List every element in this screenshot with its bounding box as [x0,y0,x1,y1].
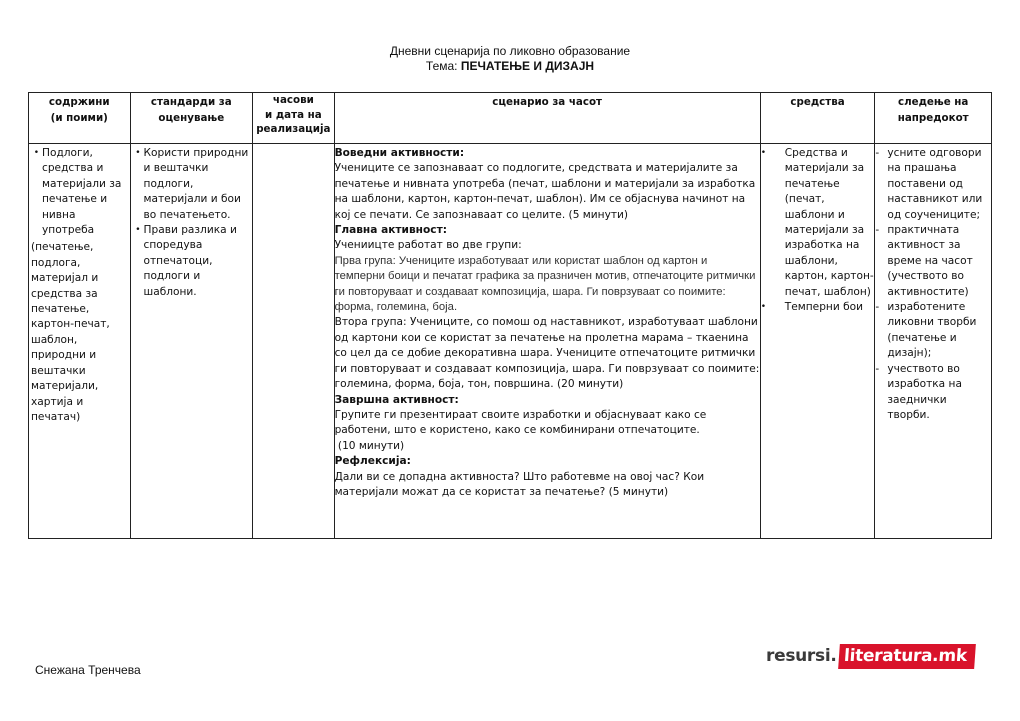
document-header [0,44,1020,74]
intro-heading: Воведни активности: [334,147,465,159]
dash-icon: - [875,301,880,314]
list-item: - практичната активност за време на часот (учеството во активностите) [875,223,991,300]
reflection-heading: Рефлексија: [334,455,411,468]
bullet-icon: • [135,225,141,236]
dash-icon: - [875,224,880,237]
content-details: (печатење, подлога, материјал и средства за печатење, картон-печат, шаблон, природни и вештачки материјали, хартија и печатач) [31,241,110,423]
header-standards: стандарди за оценување [130,93,253,144]
logo-main: literatura.mk [838,644,976,669]
bullet-icon: • [135,148,141,158]
main-heading: Главна активност: [334,224,447,237]
table-row [29,144,992,539]
site-logo [766,641,974,671]
bullet-icon: • [33,148,39,158]
list-item: • Користи природни и вештачки подлоги, материјали и бои во печатењето. [131,146,253,223]
header-scenario: сценарио за часот [334,93,760,144]
logo-prefix: resursi. [766,646,837,666]
bullet-icon: • [760,302,767,313]
list-item: - изработените ликовни творби (печатење и дизајн); [875,300,991,362]
intro-text: Учениците се запознаваат со подлогите, средствата и материјалите за печатење и нивната употреба (печат, шаблони и материјали за изработка на шаблони, картон, картон-печат, шаблон). Им се објаснува начинот на кој се печати. Се запознаваат со целите. (5 минути) [334,162,756,221]
cell-resources [760,144,875,539]
dash-icon: - [875,147,880,159]
author-name: Снежана Тренчева [35,663,141,677]
final-heading: Завршна активност: [334,393,459,406]
header-content: содржини (и поими) [29,93,131,144]
final-text: Групите ги презентираат своите изработки и објаснуваат како се работени, што е користено, како се комбинирани отпечатоците. [334,408,707,437]
main-groups-text: Учениицте работат во две групи: [334,239,522,252]
cell-hours [253,144,334,539]
reflection-text: Дали ви се допадна активноста? Што работевме на овој час? Кои материјали можат да се користат за печатење? (5 минути) [334,470,705,498]
group2-text: Втора група: Учениците, со помош од наставникот, изработуваат шаблони од картони кои се користат за печатење на пролетна марама – ткаенина со цел да се добие декоративна шара. Учениците отпечатоците ритмички ги повторуваат и создаваат композиција, шара. Ги поврзуваат со поимите: големина, форма, боја, тон, површина. (20 минути) [334,316,760,391]
cell-standards [130,144,253,539]
document-title: Дневни сценарија по ликовно образование [389,44,631,58]
bullet-icon: • [760,148,767,158]
list-item: • Средства и материјали за печатење (печат, шаблони и материјали за изработка на шаблони, картон, картон-печат, шаблон) [761,146,875,300]
lesson-plan-table [28,92,992,539]
table-header-row [29,93,992,144]
cell-monitoring [875,144,992,539]
list-item: - усните одговори на прашања поставени од наставникот или од соучениците; [875,146,991,223]
theme-value: ПЕЧАТЕЊЕ И ДИЗАЈН [460,59,595,73]
document-theme [0,59,1020,74]
list-item: • Подлоги, средства и материјали за печатење и нивна употреба [29,146,130,238]
header-resources: средства [760,93,875,144]
final-time: (10 минути) [334,439,405,452]
theme-label: Тема: [425,59,461,73]
cell-content [29,144,131,539]
dash-icon: - [875,362,880,375]
group1-text: Прва група: Учениците изработуваат или користат шаблон од картон и темперни боици и печатат графика за празничен мотив, отпечатоците ритмички ги повторуваат и создаваат композиција, шара. Ги поврзуваат со поимите: форма, големина, боја. [334,254,756,314]
list-item: - учеството во изработка на заеднички творби. [875,362,991,424]
list-item: • Темперни бои [761,300,875,315]
header-monitoring: следење на напредокот [875,93,992,144]
cell-scenario [334,144,760,539]
header-hours: часови и дата на реализација [253,93,334,144]
list-item: • Прави разлика и споредува отпечатоци, подлоги и шаблони. [131,223,253,300]
